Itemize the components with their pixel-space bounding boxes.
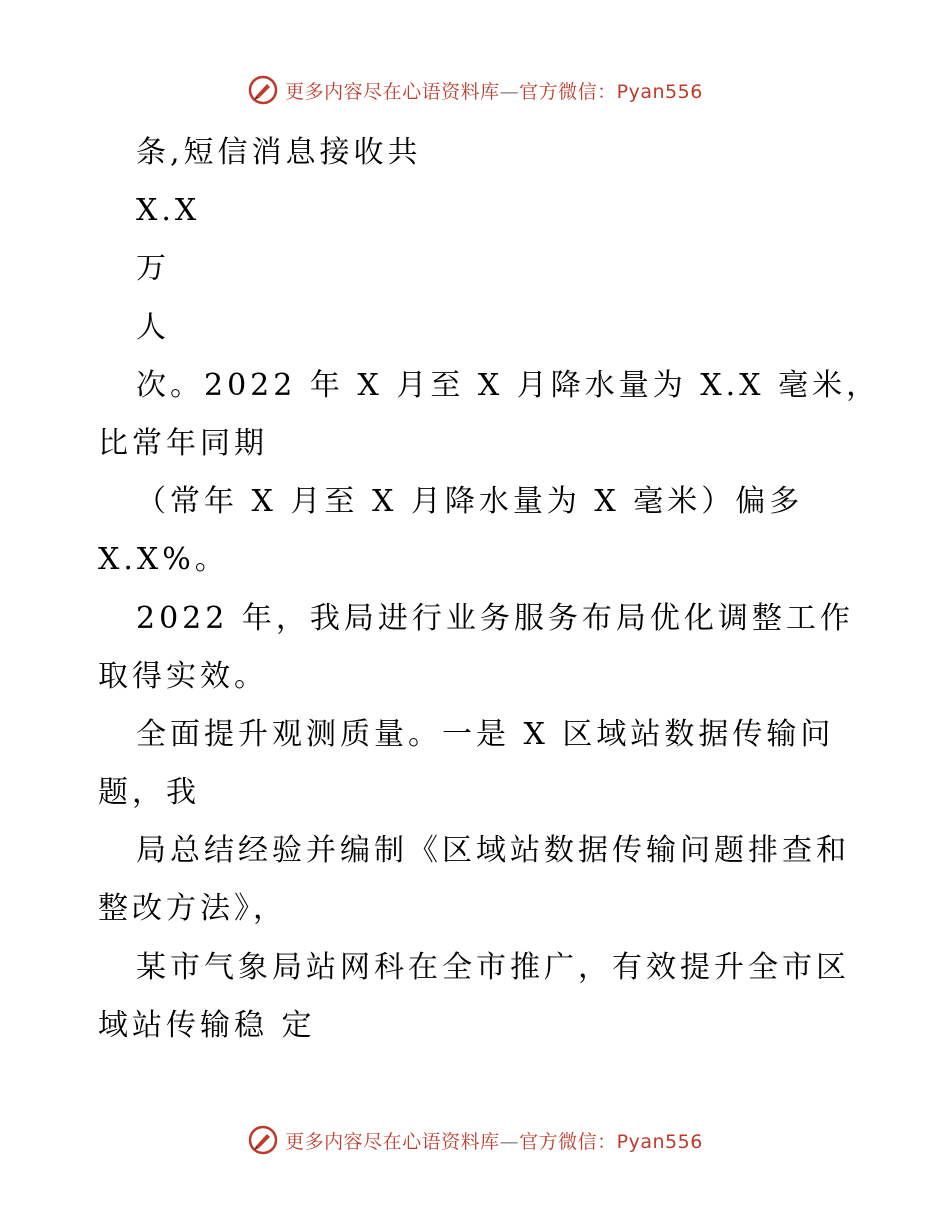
text-line: 比常年同期 xyxy=(98,425,268,461)
pen-nib-icon xyxy=(247,74,279,106)
header-watermark xyxy=(0,70,950,110)
text-line: X.X%。 xyxy=(98,542,229,578)
text-line: 域站传输稳 定 xyxy=(98,1007,316,1043)
watermark-text: 更多内容尽在心语资料库—官方微信：Pyan556 xyxy=(285,80,703,103)
watermark-text: 更多内容尽在心语资料库—官方微信：Pyan556 xyxy=(285,1130,703,1153)
text-line: 局总结经验并编制《区域站数据传输问题排查和 xyxy=(136,833,850,869)
text-line: 万 xyxy=(136,251,170,287)
footer-watermark xyxy=(0,1120,950,1160)
text-line: 2022 年，我局进行业务服务布局优化调整工作 xyxy=(136,600,854,636)
text-line: 条,短信消息接收共 xyxy=(136,135,422,170)
pen-nib-icon xyxy=(247,1124,279,1156)
text-line: （常年 X 月至 X 月降水量为 X 毫米）偏多 xyxy=(136,484,804,520)
text-line: 某市气象局站网科在全市推广，有效提升全市区 xyxy=(136,949,850,985)
document-body xyxy=(98,124,881,1055)
text-line: 人 xyxy=(136,309,170,345)
text-line: 题，我 xyxy=(98,775,200,811)
text-line: 全面提升观测质量。一是 X 区域站数据传输问 xyxy=(136,716,835,752)
text-line: 取得实效。 xyxy=(98,658,268,694)
text-line: 整改方法》， xyxy=(98,891,287,927)
text-line: X.X xyxy=(136,193,201,229)
text-line: 次。2022 年 X 月至 X 月降水量为 X.X 毫米， xyxy=(136,367,881,403)
